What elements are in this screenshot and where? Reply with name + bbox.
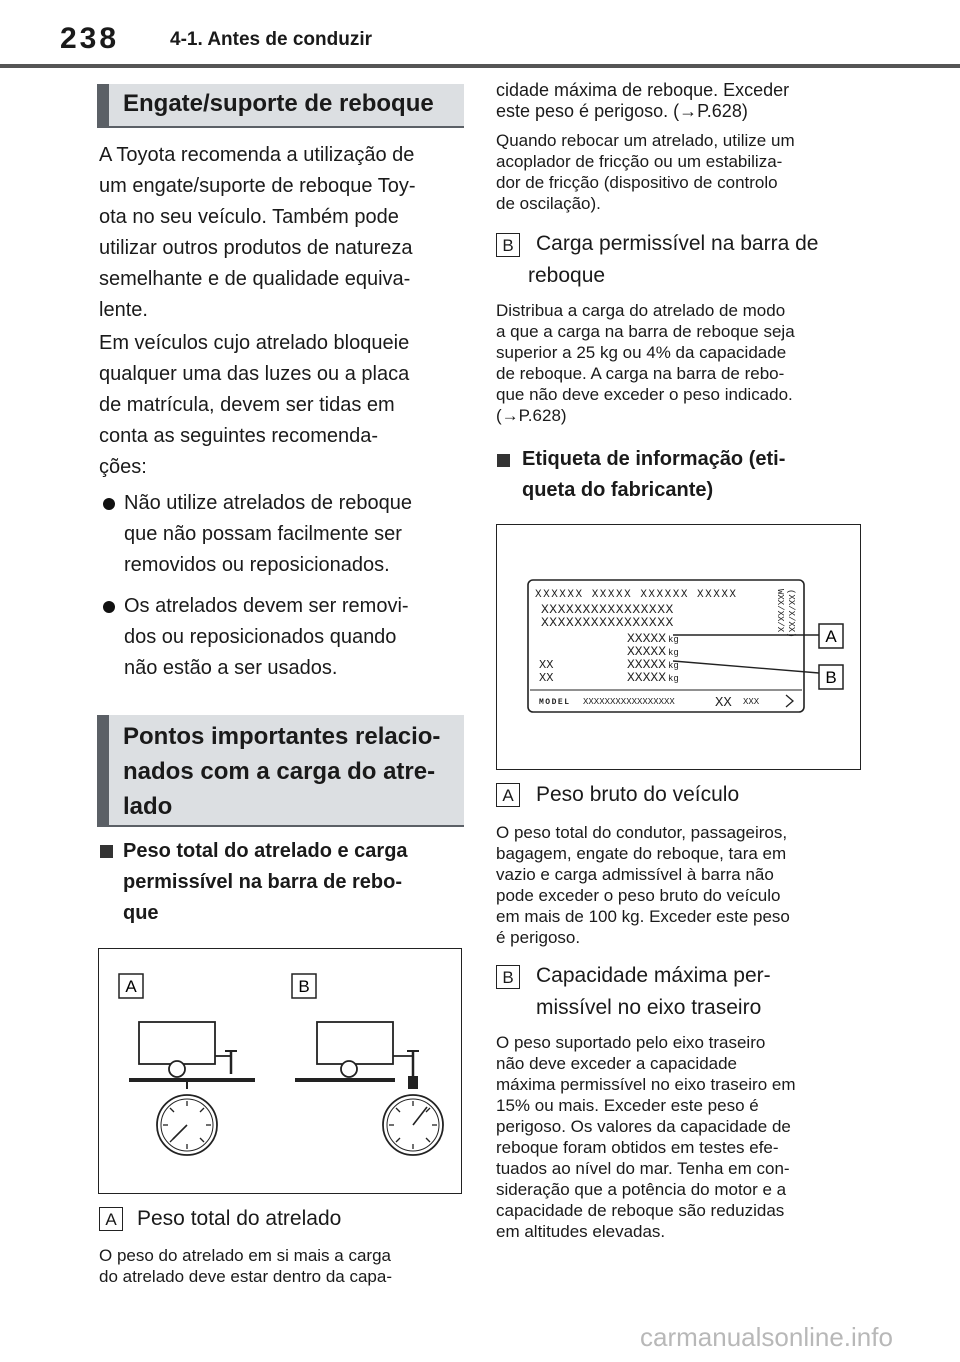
- label-text-row: XXXXXXXXXXXXXXXX: [541, 602, 674, 617]
- item-label-b: B: [496, 965, 520, 989]
- text-line: de oscilação).: [496, 194, 601, 213]
- label-model: MODEL: [539, 698, 571, 707]
- intro-paragraph: [99, 140, 469, 326]
- text-line: Carga permissível na barra de: [536, 232, 819, 255]
- text-line: 15% ou mais. Exceder este peso é: [496, 1096, 759, 1115]
- text-line: superior a 25 kg ou 4% da capacidade: [496, 343, 787, 362]
- label-unit: kg: [668, 648, 679, 658]
- figure-label-b: B: [298, 977, 310, 996]
- label-unit: kg: [668, 674, 679, 684]
- trailer-weight-text: [99, 1245, 469, 1287]
- gross-weight-text: [496, 822, 866, 948]
- label-value: XX: [539, 671, 554, 685]
- item-title-rear-axle: [536, 960, 876, 1024]
- text-line: perigoso. Os valores da capacidade de: [496, 1117, 791, 1136]
- bullet-item-reposition: [124, 591, 469, 684]
- text-line: O peso suportado pelo eixo traseiro: [496, 1033, 766, 1052]
- section-heading-hitch: [97, 84, 464, 128]
- text-line: reboque: [528, 264, 606, 287]
- text-line: queta do fabricante): [522, 479, 714, 501]
- text-line: Capacidade máxima per-: [536, 964, 771, 987]
- square-bullet-icon: [497, 454, 510, 467]
- text-line: ota no seu veículo. Também pode: [99, 206, 399, 228]
- text-line: sideração que a potência do motor e a: [496, 1180, 787, 1199]
- subheading-total-weight: [123, 836, 468, 929]
- manufacturer-label-illustration: [497, 525, 859, 768]
- text-line: bagagem, engate do reboque, tara em: [496, 844, 787, 863]
- label-value: XX: [539, 658, 554, 672]
- text-line: do atrelado deve estar dentro da capa-: [99, 1267, 392, 1286]
- label-side-text: (XX/X/XX): [786, 589, 796, 638]
- item-title-tongue-load: [528, 228, 876, 292]
- label-unit: kg: [668, 661, 679, 671]
- label-value: XXX: [743, 697, 760, 707]
- text-line: dos ou reposicionados quando: [124, 626, 397, 648]
- text-line: A Toyota recomenda a utilização de: [99, 144, 415, 166]
- text-line: capacidade de reboque são reduzidas: [496, 1201, 785, 1220]
- text-line: de matrícula, devem ser tidas em: [99, 394, 395, 416]
- text-line: que não possam facilmente ser: [124, 523, 402, 545]
- text-line: Peso total do atrelado e carga: [123, 840, 408, 862]
- text-line: qualquer uma das luzes ou a placa: [99, 363, 410, 385]
- item-label-a: A: [496, 783, 520, 807]
- text-line: vazio e carga admissível à barra não: [496, 865, 774, 884]
- text-line: missível no eixo traseiro: [536, 996, 762, 1019]
- heading-line: Pontos importantes relacio-: [123, 723, 441, 750]
- text-line: este peso é perigoso. (→P.628): [496, 101, 748, 121]
- heading-line: lado: [123, 793, 173, 820]
- text-line: que: [123, 902, 159, 924]
- text-line: Distribua a carga do atrelado de modo: [496, 301, 786, 320]
- text-line: é perigoso.: [496, 928, 581, 947]
- bullet-item-removable: [124, 488, 469, 581]
- tongue-load-text: [496, 300, 866, 426]
- trailer-weight-figure: [98, 948, 462, 1194]
- text-line: de reboque. A carga na barra de rebo-: [496, 364, 785, 383]
- text-line: Não utilize atrelados de reboque: [124, 492, 412, 514]
- text-line: cidade máxima de reboque. Exceder: [496, 80, 790, 100]
- text-line: que não deve exceder o peso indicado.: [496, 385, 793, 404]
- item-label-a: A: [99, 1207, 123, 1231]
- text-line: conta as seguintes recomenda-: [99, 425, 379, 447]
- figure-label-b: B: [825, 668, 837, 687]
- text-line: lente.: [99, 299, 148, 321]
- section-heading-text: Engate/suporte de reboque: [123, 90, 434, 117]
- label-model-code: XXXXXXXXXXXXXXXXX: [583, 697, 675, 707]
- trailer-scale-illustration: [99, 949, 460, 1192]
- section-heading-load: [97, 715, 464, 827]
- item-label-b: B: [496, 233, 520, 257]
- label-value: XXXXX: [627, 644, 667, 659]
- text-line: um engate/suporte de reboque Toy-: [99, 175, 416, 197]
- rear-axle-text: [496, 1032, 866, 1242]
- page-number: 238: [60, 22, 120, 55]
- figure-label-a: A: [125, 977, 137, 996]
- text-line: reboque foram obtidos em testes efe-: [496, 1138, 779, 1157]
- coupler-text: [496, 130, 866, 214]
- recommendation-paragraph: [99, 328, 469, 483]
- text-line: tuados ao nível do mar. Tenha em con-: [496, 1159, 790, 1178]
- text-line: a que a carga na barra de reboque seja: [496, 322, 795, 341]
- label-side-text: WXX/XX/X: [775, 589, 785, 633]
- text-line: Em veículos cujo atrelado bloqueie: [99, 332, 410, 354]
- label-value: XXXXX: [627, 631, 667, 646]
- label-unit: kg: [668, 635, 679, 645]
- label-value: XXXXX: [627, 670, 667, 685]
- text-line: O peso do atrelado em si mais a carga: [99, 1246, 391, 1265]
- text-line: semelhante e de qualidade equiva-: [99, 268, 411, 290]
- text-line: utilizar outros produtos de natureza: [99, 237, 413, 259]
- manufacturer-label-figure: [496, 524, 861, 770]
- figure-label-a: A: [825, 627, 837, 646]
- text-line: ções:: [99, 456, 147, 478]
- chapter-title: 4-1. Antes de conduzir: [170, 29, 372, 50]
- text-line: Etiqueta de informação (eti-: [522, 448, 786, 470]
- label-value: XX: [715, 695, 732, 711]
- square-bullet-icon: [100, 845, 113, 858]
- text-line: pode exceder o peso bruto do veículo: [496, 886, 781, 905]
- text-line: removidos ou reposicionados.: [124, 554, 390, 576]
- subheading-info-label: [522, 444, 862, 506]
- text-line: máxima permissível no eixo traseiro em: [496, 1075, 796, 1094]
- text-line: O peso total do condutor, passageiros,: [496, 823, 788, 842]
- label-value: XXXXX: [627, 657, 667, 672]
- bullet-dot: [103, 498, 115, 510]
- text-line: acoplador de fricção ou um estabiliza-: [496, 152, 783, 171]
- bullet-dot: [103, 601, 115, 613]
- text-line: Os atrelados devem ser removi-: [124, 595, 409, 617]
- item-title-gross-weight: Peso bruto do veículo: [536, 783, 740, 806]
- text-line: Quando rebocar um atrelado, utilize um: [496, 131, 795, 150]
- text-line: em mais de 100 kg. Exceder este peso: [496, 907, 790, 926]
- text-line: em altitudes elevadas.: [496, 1222, 666, 1241]
- text-line: não deve exceder a capacidade: [496, 1054, 738, 1073]
- header-divider: [0, 64, 960, 68]
- label-text-row: XXXXXXXXXXXXXXXX: [541, 615, 674, 630]
- continued-text: [496, 80, 866, 122]
- watermark: carmanualsonline.info: [640, 1322, 893, 1352]
- label-text-row: XXXXXX XXXXX XXXXXX XXXXX: [535, 589, 738, 601]
- text-line: permissível na barra de rebo-: [123, 871, 403, 893]
- text-line: (→P.628): [496, 406, 567, 425]
- item-title-trailer-weight: Peso total do atrelado: [137, 1207, 342, 1230]
- heading-line: nados com a carga do atre-: [123, 758, 436, 785]
- text-line: dor de fricção (dispositivo de controlo: [496, 173, 778, 192]
- text-line: não estão a ser usados.: [124, 657, 338, 679]
